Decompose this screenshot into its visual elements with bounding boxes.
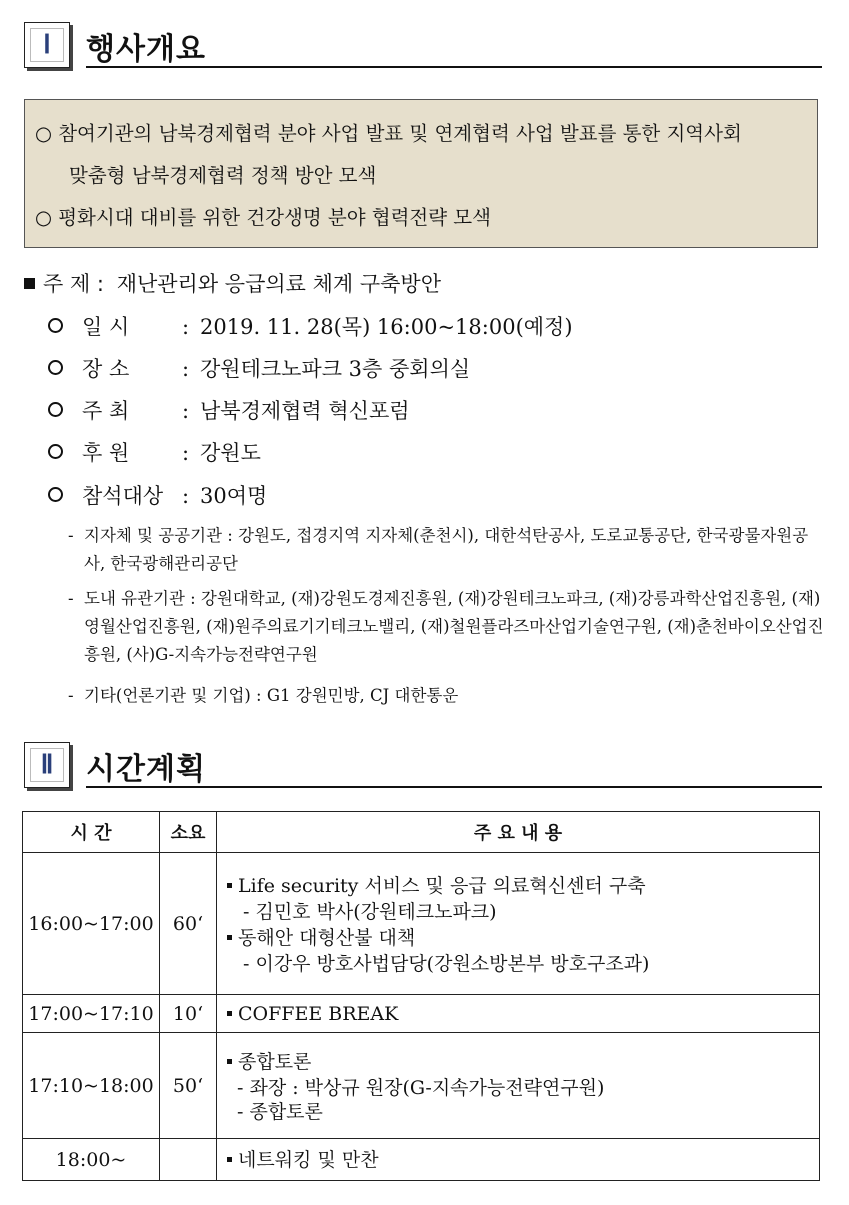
row-time: 16:00~17:00 xyxy=(23,853,160,995)
table-row xyxy=(23,853,820,995)
circle-bullet-icon xyxy=(48,318,63,333)
attendee-group-local xyxy=(68,585,828,669)
info-row-attendees: 참석대상 : 30여명 xyxy=(48,481,267,511)
circle-bullet-icon xyxy=(48,444,63,459)
overview-box xyxy=(24,99,818,248)
section-header-overview xyxy=(24,22,822,70)
header-time: 시 간 xyxy=(23,812,160,853)
header-content: 주 요 내 용 xyxy=(217,812,820,853)
section-number-box xyxy=(24,22,70,68)
info-row-place: 장 소 : 강원테크노파크 3층 중회의실 xyxy=(48,354,470,384)
info-label: 참석대상 xyxy=(82,484,164,508)
bullet-icon xyxy=(227,1157,232,1162)
table-row xyxy=(23,1139,820,1181)
section-title: 시간계획 xyxy=(86,752,206,787)
attendee-group-other xyxy=(68,682,828,710)
section-rule xyxy=(86,786,822,788)
section-title: 행사개요 xyxy=(86,32,206,67)
circle-bullet-icon xyxy=(48,360,63,375)
info-row-date: 일 시 : 2019. 11. 28(목) 16:00~18:00(예정) xyxy=(48,312,573,342)
item-text: 네트워킹 및 만찬 xyxy=(238,1148,379,1171)
info-value: 남북경제협력 혁신포럼 xyxy=(200,399,410,423)
info-row-sponsor: 후 원 : 강원도 xyxy=(48,438,261,468)
item-text: COFFEE BREAK xyxy=(238,1002,399,1025)
header-duration: 소요 xyxy=(160,812,217,853)
row-content xyxy=(217,1033,820,1139)
info-value: 30여명 xyxy=(200,484,268,508)
bullet-icon xyxy=(227,883,232,888)
attendee-text: 도내 유관기관 : 강원대학교, (재)강원도경제진흥원, (재)강원테크노파크, (재)강릉과학산업진흥원, (재)영월산업진흥원, (재)원주의료기기테크노밸리, (재)철원플라즈마산업기술연구원, (재)춘천바이오산업진흥원, (사)G-지속가능전략연구원 xyxy=(84,589,824,664)
bullet-icon xyxy=(227,935,232,940)
item-sub: - 김민호 박사(강원테크노파크) xyxy=(243,900,497,923)
circle-bullet-icon xyxy=(48,402,63,417)
item-sub: - 좌장 : 박상규 원장(G-지속가능전략연구원) xyxy=(237,1076,605,1099)
topic-line xyxy=(24,268,441,298)
info-label: 후 원 xyxy=(82,441,130,465)
table-header-row xyxy=(23,812,820,853)
section-number-box xyxy=(24,742,70,788)
section-header-schedule xyxy=(24,742,822,790)
item-sub: - 종합토론 xyxy=(237,1100,323,1123)
info-value: 강원도 xyxy=(200,441,261,465)
row-time: 17:10~18:00 xyxy=(23,1033,160,1139)
section-number: Ⅱ xyxy=(30,748,64,782)
dash-marker: - xyxy=(68,686,74,705)
info-value: 2019. 11. 28(목) 16:00~18:00(예정) xyxy=(200,315,573,339)
row-time: 18:00~ xyxy=(23,1139,160,1181)
row-time: 17:00~17:10 xyxy=(23,995,160,1033)
attendee-group-public xyxy=(68,522,828,578)
info-value: 강원테크노파크 3층 중회의실 xyxy=(200,357,471,381)
info-label: 일 시 xyxy=(82,315,130,339)
row-content xyxy=(217,995,820,1033)
overview-line-2: 맞춤형 남북경제협력 정책 방안 모색 xyxy=(69,164,377,187)
row-content xyxy=(217,1139,820,1181)
topic-label: 주 제 : xyxy=(43,272,104,296)
row-duration: 50‘ xyxy=(160,1033,217,1139)
topic-value: 재난관리와 응급의료 체계 구축방안 xyxy=(116,272,442,296)
item-text: 동해안 대형산불 대책 xyxy=(238,926,416,949)
dash-marker: - xyxy=(68,526,74,545)
row-duration: 60‘ xyxy=(160,853,217,995)
item-text: 종합토론 xyxy=(238,1050,312,1073)
info-row-host: 주 최 : 남북경제협력 혁신포럼 xyxy=(48,396,410,426)
item-sub: - 이강우 방호사법담당(강원소방본부 방호구조과) xyxy=(243,952,650,975)
attendee-text: 지자체 및 공공기관 : 강원도, 접경지역 지자체(춘천시), 대한석탄공사, 도로교통공단, 한국광물자원공사, 한국광해관리공단 xyxy=(84,526,809,573)
row-duration xyxy=(160,1139,217,1181)
item-text: Life security 서비스 및 응급 의료혁신센터 구축 xyxy=(238,874,646,897)
attendee-text: 기타(언론기관 및 기업) : G1 강원민방, CJ 대한통운 xyxy=(84,686,459,705)
schedule-table xyxy=(22,811,820,1181)
table-row xyxy=(23,995,820,1033)
section-rule xyxy=(86,66,822,68)
dash-marker: - xyxy=(68,589,74,608)
overview-line-3: ○ 평화시대 대비를 위한 건강생명 분야 협력전략 모색 xyxy=(35,206,491,229)
row-duration: 10‘ xyxy=(160,995,217,1033)
overview-line-1: ○ 참여기관의 남북경제협력 분야 사업 발표 및 연계협력 사업 발표를 통한 지역사회 xyxy=(35,122,742,145)
table-row xyxy=(23,1033,820,1139)
section-number: Ⅰ xyxy=(30,28,64,62)
info-label: 주 최 xyxy=(82,399,130,423)
bullet-icon xyxy=(227,1059,232,1064)
bullet-icon xyxy=(227,1011,232,1016)
circle-bullet-icon xyxy=(48,487,63,502)
info-label: 장 소 xyxy=(82,357,130,381)
row-content xyxy=(217,853,820,995)
square-bullet-icon xyxy=(24,278,35,289)
